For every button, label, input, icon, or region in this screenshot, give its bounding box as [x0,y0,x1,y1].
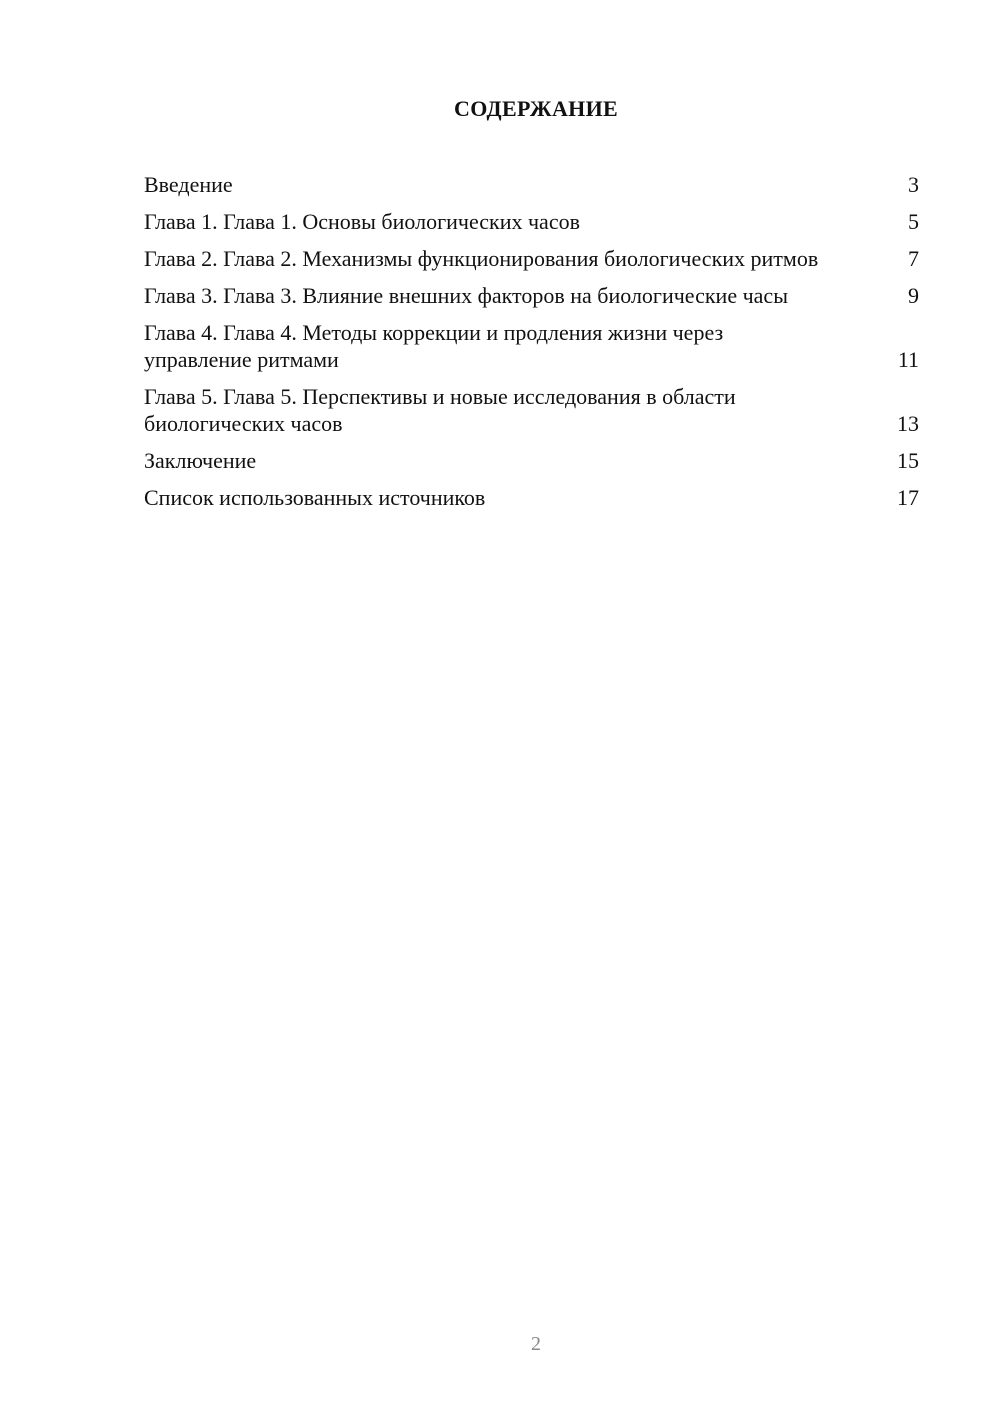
toc-entry-page: 13 [897,411,919,436]
toc-entry-label: Глава 4. Глава 4. Методы коррекции и продления жизни через управление ритмами [144,320,724,372]
page-title: СОДЕРЖАНИЕ [454,96,618,121]
toc-entry [144,319,919,373]
toc-entry [144,245,919,272]
toc-entry [144,282,919,309]
table-of-contents [144,171,919,521]
toc-entry-label: Список использованных источников [144,485,486,510]
toc-entry [144,484,919,511]
page-number: 2 [531,1333,541,1355]
toc-entry-page: 17 [897,485,919,510]
toc-entry [144,171,919,198]
toc-entry-page: 9 [908,283,919,308]
toc-entry-page: 5 [908,209,919,234]
toc-entry-label: Введение [144,172,233,197]
toc-entry-label: Глава 3. Глава 3. Влияние внешних факторов на биологические часы [144,283,788,308]
toc-entry-page: 15 [897,448,919,473]
toc-entry-page: 3 [908,172,919,197]
toc-entry [144,208,919,235]
toc-entry [144,383,919,437]
toc-entry-label: Глава 2. Глава 2. Механизмы функционирования биологических ритмов [144,246,819,271]
toc-entry-label: Глава 5. Глава 5. Перспективы и новые исследования в области биологических часов [144,384,736,436]
toc-entry-label: Глава 1. Глава 1. Основы биологических часов [144,209,580,234]
toc-entry-label: Заключение [144,448,257,473]
toc-entry [144,447,919,474]
toc-entry-page: 11 [897,347,919,372]
toc-entry-page: 7 [908,246,919,271]
